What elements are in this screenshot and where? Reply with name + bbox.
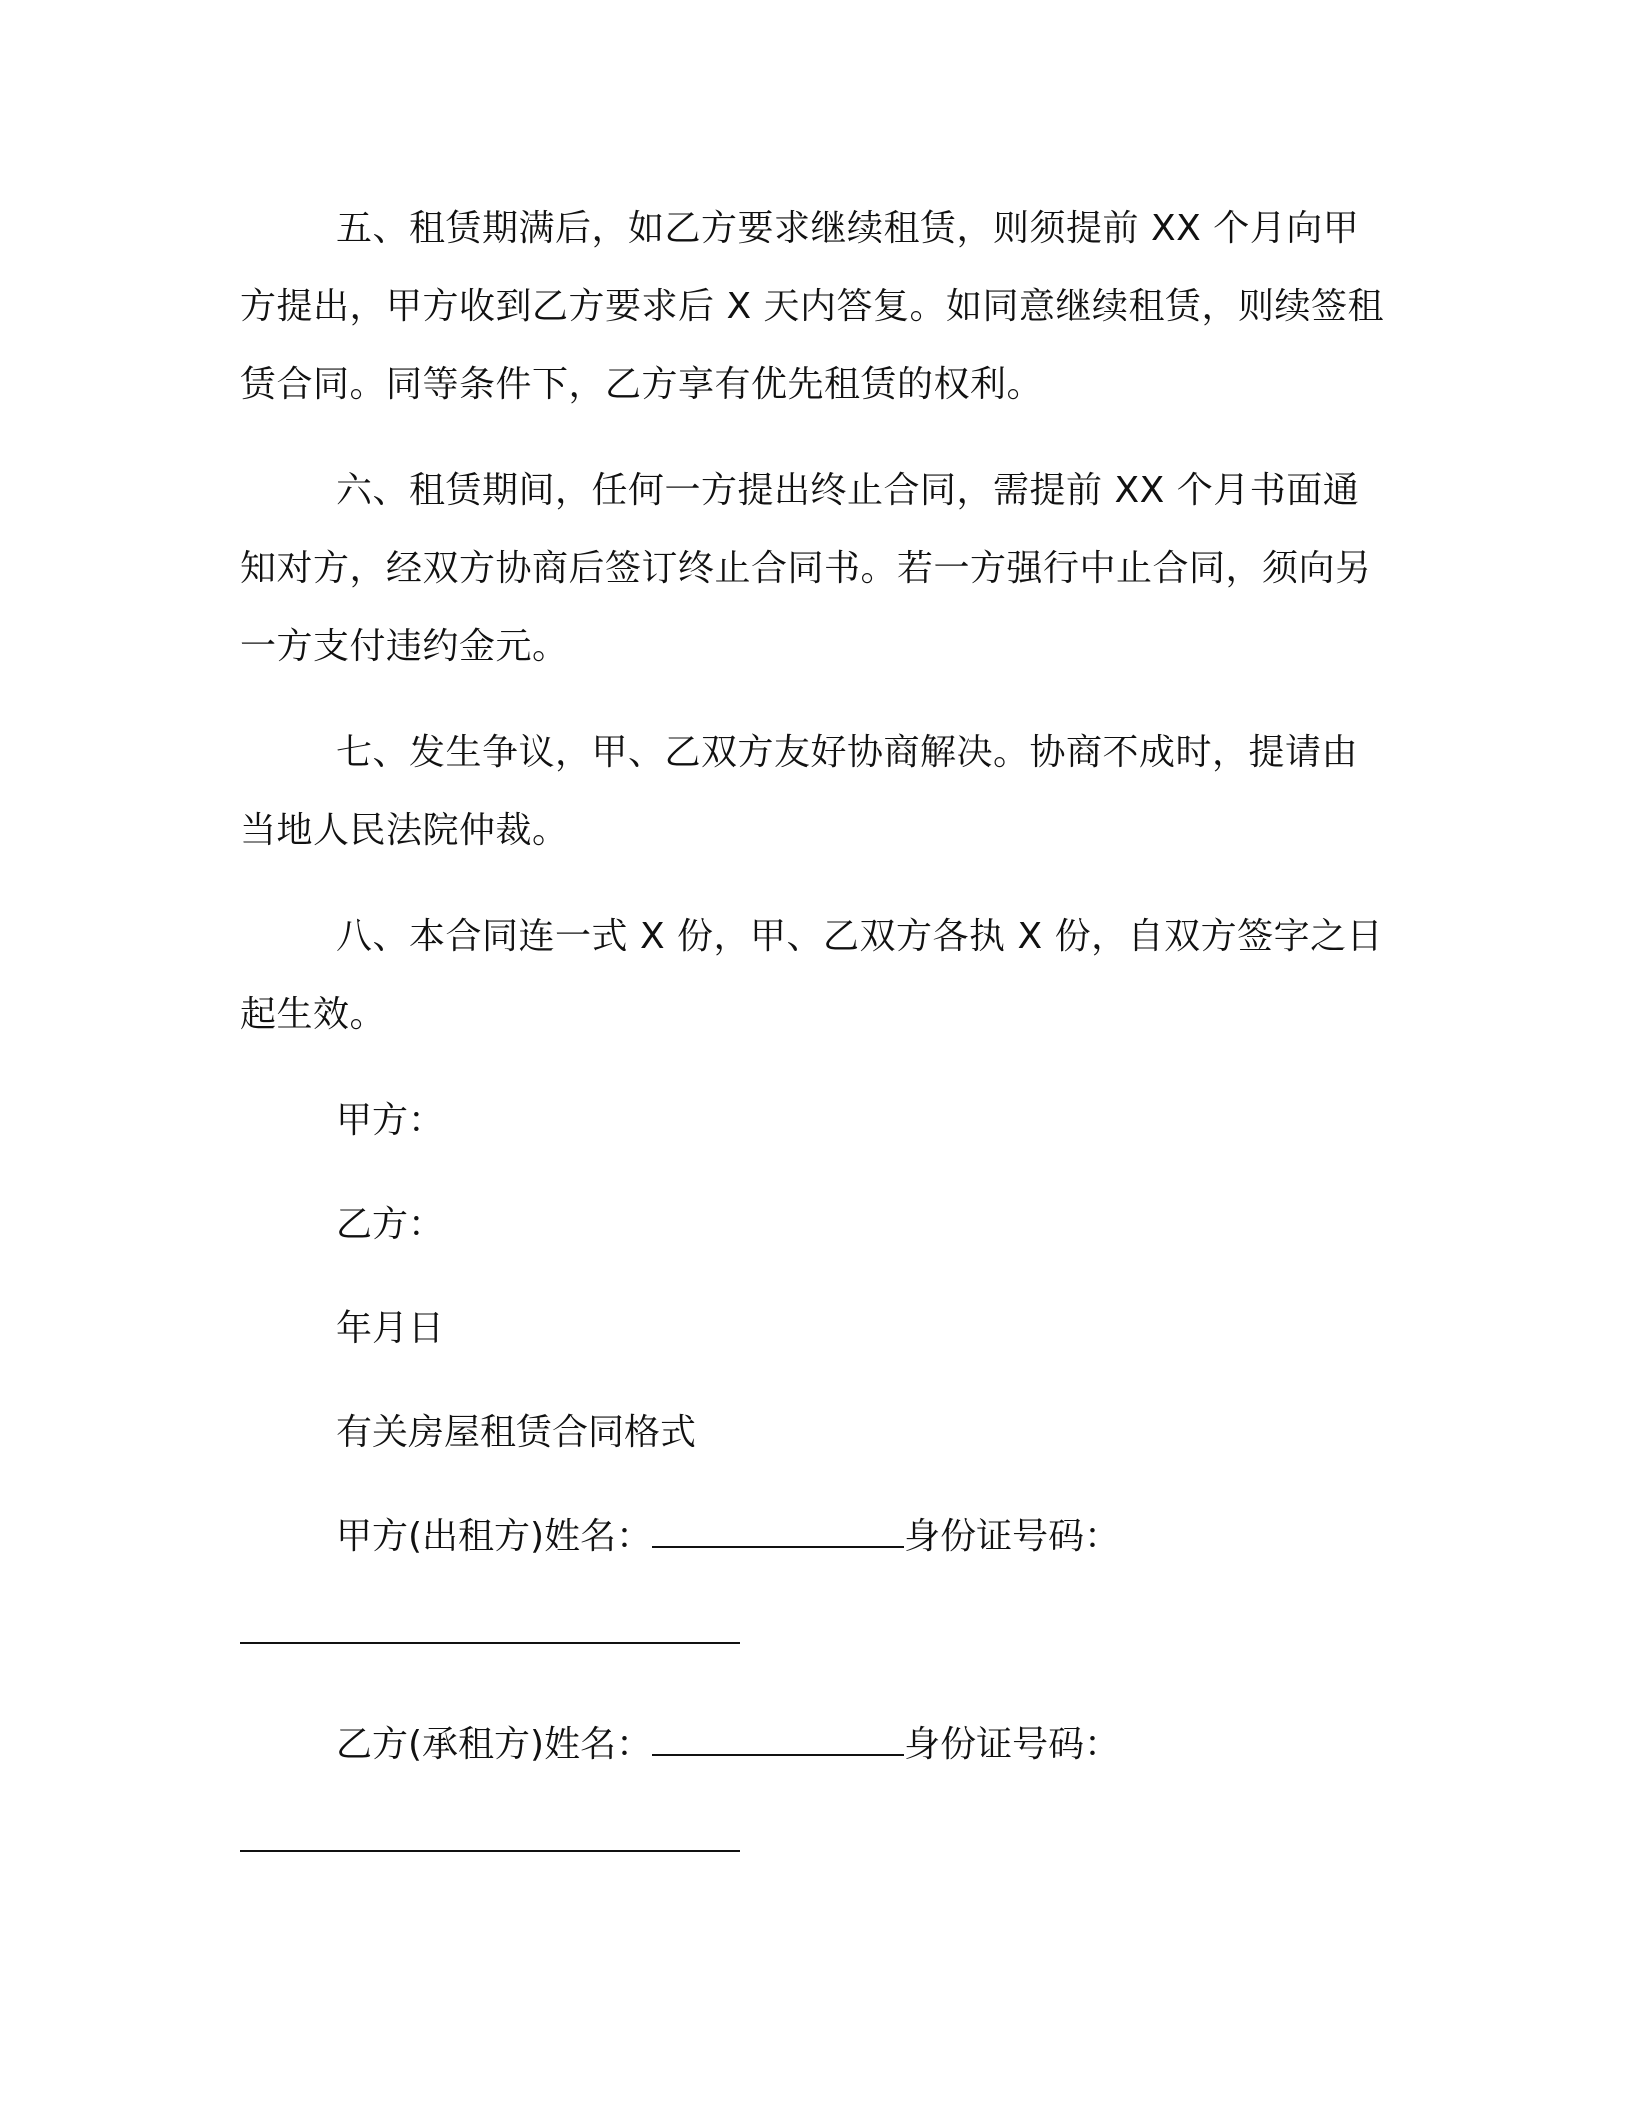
clause-8: 八、本合同连一式 X 份，甲、乙双方各执 X 份，自双方签字之日起生效。	[240, 916, 1384, 1035]
party-a-signature: 甲方：	[336, 1100, 445, 1141]
landlord-name-blank	[652, 1516, 904, 1548]
signature-date: 年月日	[336, 1308, 445, 1349]
landlord-info-line	[240, 1498, 1390, 1576]
clause-7: 七、发生争议，甲、乙双方友好协商解决。协商不成时，提请由当地人民法院仲裁。	[240, 732, 1359, 851]
document-body	[240, 190, 1390, 1914]
party-b-signature: 乙方：	[336, 1204, 445, 1245]
landlord-id-blank	[240, 1642, 740, 1644]
tenant-id-blank-line	[240, 1810, 1390, 1888]
tenant-id-blank	[240, 1850, 740, 1852]
tenant-id-label: 身份证号码：	[904, 1724, 1121, 1765]
clause-6: 六、租赁期间，任何一方提出终止合同，需提前 XX 个月书面通知对方，经双方协商后签订终止合同书。若一方强行中止合同，须向另一方支付违约金元。	[240, 470, 1372, 667]
tenant-name-blank	[652, 1724, 904, 1756]
tenant-info-line	[240, 1706, 1390, 1784]
landlord-name-label: 甲方(出租方)姓名：	[336, 1516, 653, 1557]
clause-5: 五、租赁期满后，如乙方要求继续租赁，则须提前 XX 个月向甲方提出，甲方收到乙方要求后 X 天内答复。如同意继续租赁，则续签租赁合同。同等条件下，乙方享有优先租赁的权利。	[240, 208, 1385, 405]
section-heading: 有关房屋租赁合同格式	[336, 1412, 697, 1453]
tenant-name-label: 乙方(承租方)姓名：	[336, 1724, 653, 1765]
landlord-id-blank-line	[240, 1602, 1390, 1680]
landlord-id-label: 身份证号码：	[904, 1516, 1121, 1557]
